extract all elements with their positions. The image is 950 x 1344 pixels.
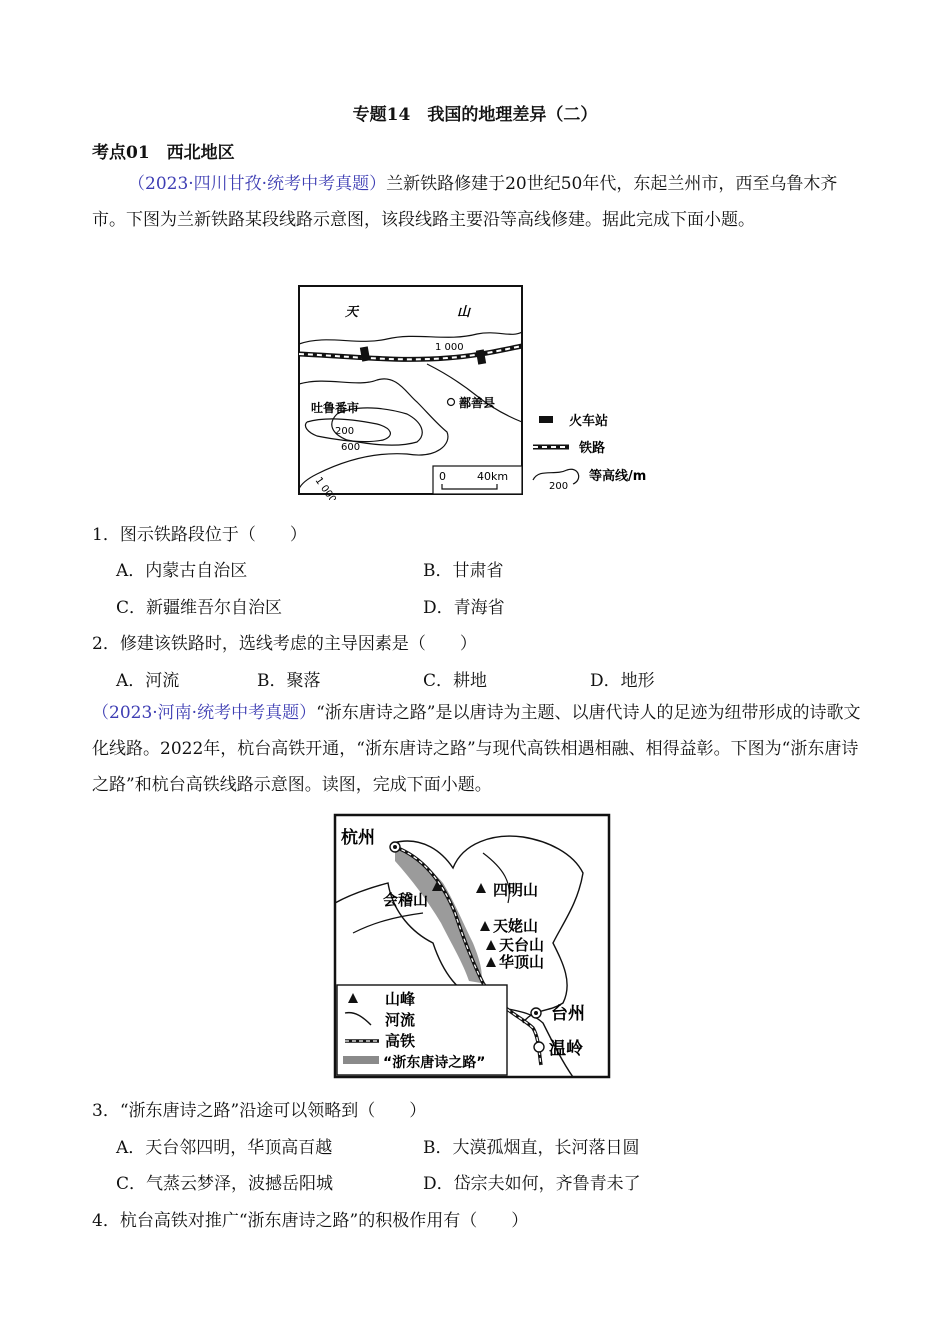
mt-tianlao: 天姥山 [493,917,539,935]
wenling-point [534,1042,544,1052]
mt-tiantai: 天台山 [499,936,545,954]
mountain-label-tian: 天 [345,305,359,320]
passage-2 [92,695,862,803]
q2-option-b: B．聚落 [257,671,321,691]
question-3-stem: 3．“浙东唐诗之路”沿途可以领略到（ ） [92,1101,427,1121]
mt-huading: 华顶山 [499,953,545,971]
city-wenling: 温岭 [549,1039,583,1059]
legend-contour-label: 等高线/m [589,469,647,484]
city-hangzhou: 杭州 [341,828,375,848]
contour-label-1000-bottom: 1 000 [312,475,338,500]
legend-route: “浙东唐诗之路” [383,1055,486,1071]
contour-extra [427,364,522,422]
legend-station-icon [539,416,553,423]
mountain-label-shan: 山 [457,305,471,320]
question-2-stem: 2．修建该铁路时，选线考虑的主导因素是（ ） [92,634,477,654]
q2-option-a: A．河流 [116,671,180,691]
contour-1000-bottom [299,379,448,489]
scale-km: 40km [477,470,509,483]
q1-option-b: B．甘肃省 [423,561,504,581]
peak-huading [486,957,496,967]
q1-option-d: D．青海省 [423,598,505,618]
question-4-stem: 4．杭台高铁对推广“浙东唐诗之路”的积极作用有（ ） [92,1211,529,1231]
legend-hsr: 高铁 [385,1032,416,1050]
contour-label-600: 600 [341,442,361,453]
contour-1000-top [299,332,522,344]
scale-zero: 0 [439,470,446,483]
contour-label-200: 200 [335,426,355,437]
q3-option-c: C．气蒸云梦泽，波撼岳阳城 [116,1174,334,1194]
legend-river: 河流 [385,1011,416,1029]
q3-option-b: B．大漠孤烟直，长河落日圆 [423,1138,640,1158]
q1-option-c: C．新疆维吾尔自治区 [116,598,283,618]
q2-option-d: D．地形 [590,671,655,691]
lanxin-railway-map [297,284,677,500]
mt-siming: 四明山 [493,881,539,899]
q1-option-a: A．内蒙古自治区 [116,561,248,581]
map-frame [299,286,522,494]
city-taizhou: 台州 [551,1004,585,1024]
poetry-road-shading [395,845,482,983]
legend-station-label: 火车站 [569,414,609,429]
legend-railway-label: 铁路 [579,441,606,456]
peak-tianlao [480,921,490,931]
legend-route-icon [343,1056,379,1064]
city-turpan: 吐鲁番市 [311,401,360,415]
page-title: 专题14 我国的地理差异（二） [352,105,598,125]
city-shanshan: 鄯善县 [459,396,496,410]
contour-label-1000-top: 1 000 [435,342,464,353]
shanshan-point [448,399,455,406]
passage-1-source: （2023·四川甘孜·统考中考真题） [128,174,387,194]
section-heading: 考点01 西北地区 [92,143,235,163]
peak-tiantai [486,940,496,950]
q2-option-c: C．耕地 [423,671,488,691]
passage-2-text: “浙东唐诗之路”是以唐诗为主题、以唐代诗人的足迹为纽带形成的诗歌文化线路。2022年，杭台高铁开通，“浙东唐诗之路”与现代高铁相遇相融、相得益彰。下图为“浙东唐诗之路”和杭台高铁线路示意图。读图，完成下面小题。 [92,703,861,795]
peak-siming [476,883,486,893]
zhedong-poetry-road-map [333,813,613,1080]
passage-2-source: （2023·河南·统考中考真题） [92,703,317,723]
legend-peak: 山峰 [385,990,416,1008]
river-2 [353,913,423,933]
passage-1-text: 兰新铁路修建于20世纪50年代，东起兰州市，西至乌鲁木齐市。下图为兰新铁路某段线路示意图，该段线路主要沿等高线修建。据此完成下面小题。 [92,174,838,230]
passage-1 [92,166,862,238]
q3-option-a: A．天台邻四明，华顶高百越 [116,1138,333,1158]
mt-kuaiji: 会稽山 [383,891,429,909]
legend-contour-value: 200 [549,481,569,492]
question-1-stem: 1．图示铁路段位于（ ） [92,525,307,545]
q3-option-d: D．岱宗夫如何，齐鲁青未了 [423,1174,641,1194]
